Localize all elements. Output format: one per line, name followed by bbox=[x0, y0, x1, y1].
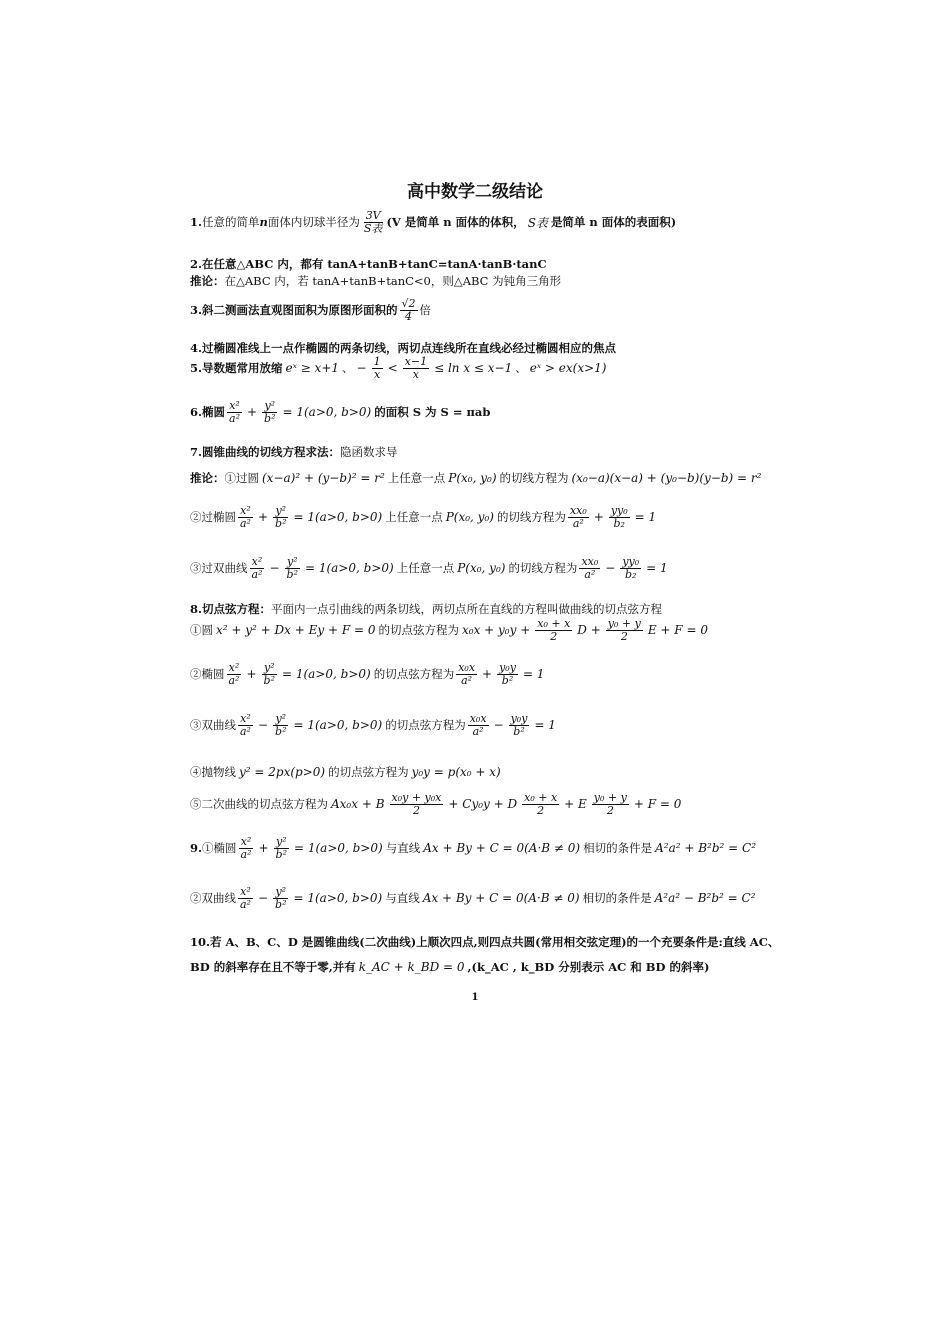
formula: = 1(a>0, b>0) bbox=[293, 891, 383, 906]
item-label: 9. bbox=[190, 841, 203, 856]
item-text: 椭圆 bbox=[202, 405, 226, 420]
item-text: ①过圆 bbox=[224, 471, 259, 485]
fraction: 3V S表 bbox=[363, 209, 383, 235]
fraction: x² a² bbox=[240, 504, 251, 530]
formula: (x−a)² + (y−b)² = r² bbox=[262, 471, 385, 485]
item-label: 推论： bbox=[190, 471, 225, 485]
item-label: 6. bbox=[190, 405, 203, 420]
item-text: 过椭圆准线上一点作椭圆的两条切线，两切点连线所在直线必经过椭圆相应的焦点 bbox=[202, 341, 617, 355]
item-text: 导数题常用放缩 bbox=[202, 361, 283, 376]
fraction: √2 4 bbox=[401, 297, 416, 323]
formula: D + bbox=[577, 623, 601, 638]
item-text: 的切点弦方程为 bbox=[328, 765, 409, 779]
formula: A²a² + B²b² = C² bbox=[655, 841, 757, 856]
item-text: 的切点弦方程为 bbox=[378, 623, 459, 638]
formula: < bbox=[387, 361, 398, 376]
fraction: x² a² bbox=[240, 712, 251, 738]
item-text: 上任意一点 bbox=[385, 510, 443, 525]
item-label: 10. bbox=[190, 935, 211, 949]
item-label: 8. bbox=[190, 602, 203, 616]
item-8-a bbox=[190, 618, 711, 642]
formula: E + F = 0 bbox=[647, 623, 708, 638]
item-text: 切点弦方程： bbox=[202, 602, 272, 616]
fraction: $\frac{\text{y₀y}}{\text{b²}}$ bbox=[499, 661, 516, 687]
fraction: x₀ + x 2 bbox=[524, 791, 558, 817]
formula: P(x₀, y₀) bbox=[457, 561, 506, 576]
item-text: 的面积 S 为 S = πab bbox=[374, 405, 491, 420]
item-text: 在任意△ABC 内，都有 tanA+tanB+tanC=tanA·tanB·tanC bbox=[202, 257, 547, 271]
page-title: 高中数学二级结论 bbox=[407, 182, 543, 202]
fraction: y₀ + y 2 bbox=[593, 791, 627, 817]
formula: = 1(a>0, b>0) bbox=[293, 718, 383, 733]
item-text: 是简单 n 面体的表面积) bbox=[550, 215, 677, 230]
item-text: 面体内切球半径为 bbox=[267, 215, 360, 230]
formula: P(x₀, y₀) bbox=[445, 510, 494, 525]
item-text: (V 是简单 n 面体的体积， bbox=[386, 215, 525, 230]
formula: = 1 bbox=[522, 667, 545, 682]
item-text: 的切点弦方程为 bbox=[385, 718, 466, 733]
fraction: $\frac{\text{y²}}{\text{b²}}$ bbox=[275, 885, 287, 911]
fraction: x₀x a² bbox=[458, 661, 476, 687]
fraction: xx₀ a² bbox=[581, 555, 599, 581]
item-text: 上任意一点 bbox=[387, 471, 446, 485]
formula: = 1(a>0, b>0) bbox=[304, 561, 394, 576]
item-text: 的切线方程为 bbox=[508, 561, 578, 576]
item-1 bbox=[190, 210, 676, 234]
item-2 bbox=[190, 256, 547, 272]
item-10-cont bbox=[190, 959, 709, 975]
fraction: $\frac{\text{y²}}{\text{b²}}$ bbox=[275, 504, 287, 530]
fraction: $\frac{\text{y²}}{\text{b²}}$ bbox=[286, 555, 298, 581]
fraction: $\frac{\text{yy₀}}{\text{b₂}}$ bbox=[610, 504, 628, 530]
formula: = 1(a>0, b>0) bbox=[294, 841, 383, 856]
item-8-b: ②椭圆 x² a² + $\frac{\text{y²}}{\text{b²}}$ = 1(a>0, b>0) 的切点弦方程为 x₀x a² + $\frac{\text{y₀y}}{\text{b²}}$ = 1 bbox=[190, 661, 545, 687]
item-text: 相切的条件是 bbox=[582, 891, 652, 906]
formula: + Cy₀y + D bbox=[448, 797, 518, 812]
formula: eˣ > ex(x>1) bbox=[529, 361, 607, 376]
formula: y₀y = p(x₀ + x) bbox=[411, 765, 501, 779]
formula: x₀x + y₀y + bbox=[461, 623, 531, 638]
item-label: 推论： bbox=[190, 274, 225, 288]
fraction: $\frac{\text{y²}}{\text{b²}}$ bbox=[263, 661, 275, 687]
item-label: 2. bbox=[190, 257, 203, 271]
item-label: 7. bbox=[190, 445, 203, 459]
fraction: $\frac{\text{y₀ + y}}{2}$ bbox=[607, 617, 641, 643]
formula: S表 bbox=[527, 215, 548, 230]
formula: ≤ ln x ≤ x−1 bbox=[434, 361, 513, 376]
formula: = 1(a>0, b>0) bbox=[281, 667, 371, 682]
item-text: ②双曲线 bbox=[190, 891, 236, 906]
item-text: ③过双曲线 bbox=[190, 561, 248, 576]
formula: = 1 bbox=[534, 718, 556, 733]
item-text: 平面内一点引曲线的两条切线，两切点所在直线的方程叫做曲线的切点弦方程 bbox=[271, 602, 663, 616]
item-7 bbox=[190, 444, 398, 460]
item-text: 隐函数求导 bbox=[340, 445, 398, 459]
item-text: ②过椭圆 bbox=[190, 510, 236, 525]
formula: = 1(a>0, b>0) bbox=[293, 510, 383, 525]
fraction: x² a² bbox=[251, 555, 263, 581]
item-8 bbox=[190, 601, 662, 617]
item-7-a bbox=[190, 470, 764, 486]
item-text: ①圆 bbox=[190, 623, 213, 638]
formula: = 1 bbox=[646, 561, 668, 576]
item-text: 任意的简单 bbox=[202, 215, 260, 230]
formula: k_AC + k_BD = 0 bbox=[358, 960, 465, 974]
item-3 bbox=[190, 298, 431, 322]
item-9-a: 9. ①椭圆 x² a² + $\frac{\text{y²}}{\text{b²}}$ = 1(a>0, b>0) 与直线 Ax + By + C = 0(A·B ≠ 0) 相切的条件是 A²a² + B²b² = C² bbox=[190, 835, 757, 861]
separator: 、 bbox=[515, 361, 527, 376]
item-2-corollary bbox=[190, 273, 561, 289]
item-9-b: ②双曲线 x² a² − $\frac{\text{y²}}{\text{b²}}$ = 1(a>0, b>0) 与直线 Ax + By + C = 0(A·B ≠ 0) 相切的条件是 A²a² − B²b² = C² bbox=[190, 885, 756, 911]
formula: Ax + By + C = 0(A·B ≠ 0) bbox=[423, 841, 581, 856]
item-8-c: ③双曲线 x² a² − $\frac{\text{y²}}{\text{b²}}$ = 1(a>0, b>0) 的切点弦方程为 x₀x a² − $\frac{\text{y₀y}}{\text{b²}}$ = 1 bbox=[190, 712, 556, 738]
item-text: ,(k_AC , k_BD 分别表示 AC 和 BD 的斜率) bbox=[467, 960, 710, 974]
formula: x² + y² + Dx + Ey + F = 0 bbox=[216, 623, 376, 638]
formula: Ax + By + C = 0(A·B ≠ 0) bbox=[422, 891, 580, 906]
item-text: 上任意一点 bbox=[396, 561, 455, 576]
item-text: 若 A、B、C、D 是圆锥曲线(二次曲线)上顺次四点,则四点共圆(常用相交弦定理)的一个充要条件是:直线 AC、 bbox=[210, 935, 780, 949]
item-8-d bbox=[190, 764, 504, 780]
item-text: 倍 bbox=[419, 303, 432, 318]
item-label: 3. bbox=[190, 303, 203, 318]
item-text: 在△ABC 内，若 tanA+tanB+tanC<0，则△ABC 为钝角三角形 bbox=[224, 274, 562, 288]
fraction: $\frac{\text{y²}}{\text{b²}}$ bbox=[264, 399, 276, 425]
formula: eˣ ≥ x+1 bbox=[285, 361, 340, 376]
formula: A²a² − B²b² = C² bbox=[654, 891, 756, 906]
fraction: x₀x a² bbox=[469, 712, 487, 738]
item-text: ⑤二次曲线的切点弦方程为 bbox=[190, 797, 328, 812]
fraction: x₀y + y₀x 2 bbox=[391, 791, 442, 817]
item-4 bbox=[190, 340, 616, 356]
item-5 bbox=[190, 356, 609, 380]
fraction: $\frac{\text{x₀ + x}}{2}$ bbox=[537, 617, 571, 643]
item-text: 的切线方程为 bbox=[496, 510, 566, 525]
formula: P(x₀, y₀) bbox=[448, 471, 497, 485]
fraction: $\frac{\text{y²}}{\text{b²}}$ bbox=[275, 835, 287, 861]
item-text: 相切的条件是 bbox=[583, 841, 653, 856]
fraction: $\frac{\text{y²}}{\text{b²}}$ bbox=[275, 712, 287, 738]
item-10 bbox=[190, 934, 779, 950]
item-var: n bbox=[259, 215, 268, 230]
fraction: x² a² bbox=[228, 661, 240, 687]
fraction: $\frac{x-1}{x}$ bbox=[404, 355, 428, 381]
item-text: 圆锥曲线的切线方程求法： bbox=[202, 445, 341, 459]
formula: = 1 bbox=[634, 510, 657, 525]
fraction: x² a² bbox=[240, 835, 252, 861]
formula: + E bbox=[564, 797, 587, 812]
fraction: xx₀ a² bbox=[569, 504, 587, 530]
formula: = 1(a>0, b>0) bbox=[282, 405, 372, 420]
item-text: 斜二测画法直观图面积为原图形面积的 bbox=[202, 303, 398, 318]
formula: Ax₀x + B bbox=[331, 797, 385, 812]
item-text: ④抛物线 bbox=[190, 765, 236, 779]
formula: + F = 0 bbox=[633, 797, 682, 812]
item-label: 1. bbox=[190, 215, 203, 230]
item-text: 的切点弦方程为 bbox=[373, 667, 455, 682]
fraction: x² a² bbox=[240, 885, 251, 911]
item-text: 的切线方程为 bbox=[499, 471, 569, 485]
fraction: $\frac{\text{yy₀}}{\text{b₂}}$ bbox=[622, 555, 640, 581]
item-label: 4. bbox=[190, 341, 203, 355]
item-text: ②椭圆 bbox=[190, 667, 225, 682]
formula: y² = 2px(p>0) bbox=[239, 765, 326, 779]
formula: − bbox=[356, 361, 367, 376]
item-6: 6. 椭圆 x² a² + $\frac{\text{y²}}{\text{b²}}$ = 1(a>0, b>0) 的面积 S 为 S = πab bbox=[190, 399, 491, 425]
item-text: 与直线 bbox=[385, 891, 420, 906]
item-text: ③双曲线 bbox=[190, 718, 236, 733]
fraction: x² a² bbox=[229, 399, 240, 425]
item-7-b: ②过椭圆 x² a² + $\frac{\text{y²}}{\text{b²}}$ = 1(a>0, b>0) 上任意一点 P(x₀, y₀) 的切线方程为 xx₀ a² + $\frac{\text{yy₀}}{\text{b₂}}$ = 1 bbox=[190, 504, 657, 530]
formula: (x₀−a)(x−a) + (y₀−b)(y−b) = r² bbox=[571, 471, 762, 485]
item-text: BD 的斜率存在且不等于零,并有 bbox=[190, 960, 356, 974]
fraction: $\frac{1}{x}$ bbox=[373, 355, 381, 381]
separator: 、 bbox=[342, 361, 354, 376]
item-text: 与直线 bbox=[385, 841, 421, 856]
item-label: 5. bbox=[190, 361, 203, 376]
item-7-c: ③过双曲线 x² a² − $\frac{\text{y²}}{\text{b²}}$ = 1(a>0, b>0) 上任意一点 P(x₀, y₀) 的切线方程为 xx₀ a² − $\frac{\text{yy₀}}{\text{b₂}}$ = 1 bbox=[190, 555, 668, 581]
item-8-e bbox=[190, 792, 684, 816]
item-text: ①椭圆 bbox=[202, 841, 237, 856]
fraction: $\frac{\text{y₀y}}{\text{b²}}$ bbox=[510, 712, 528, 738]
page-number: 1 bbox=[471, 992, 479, 1003]
